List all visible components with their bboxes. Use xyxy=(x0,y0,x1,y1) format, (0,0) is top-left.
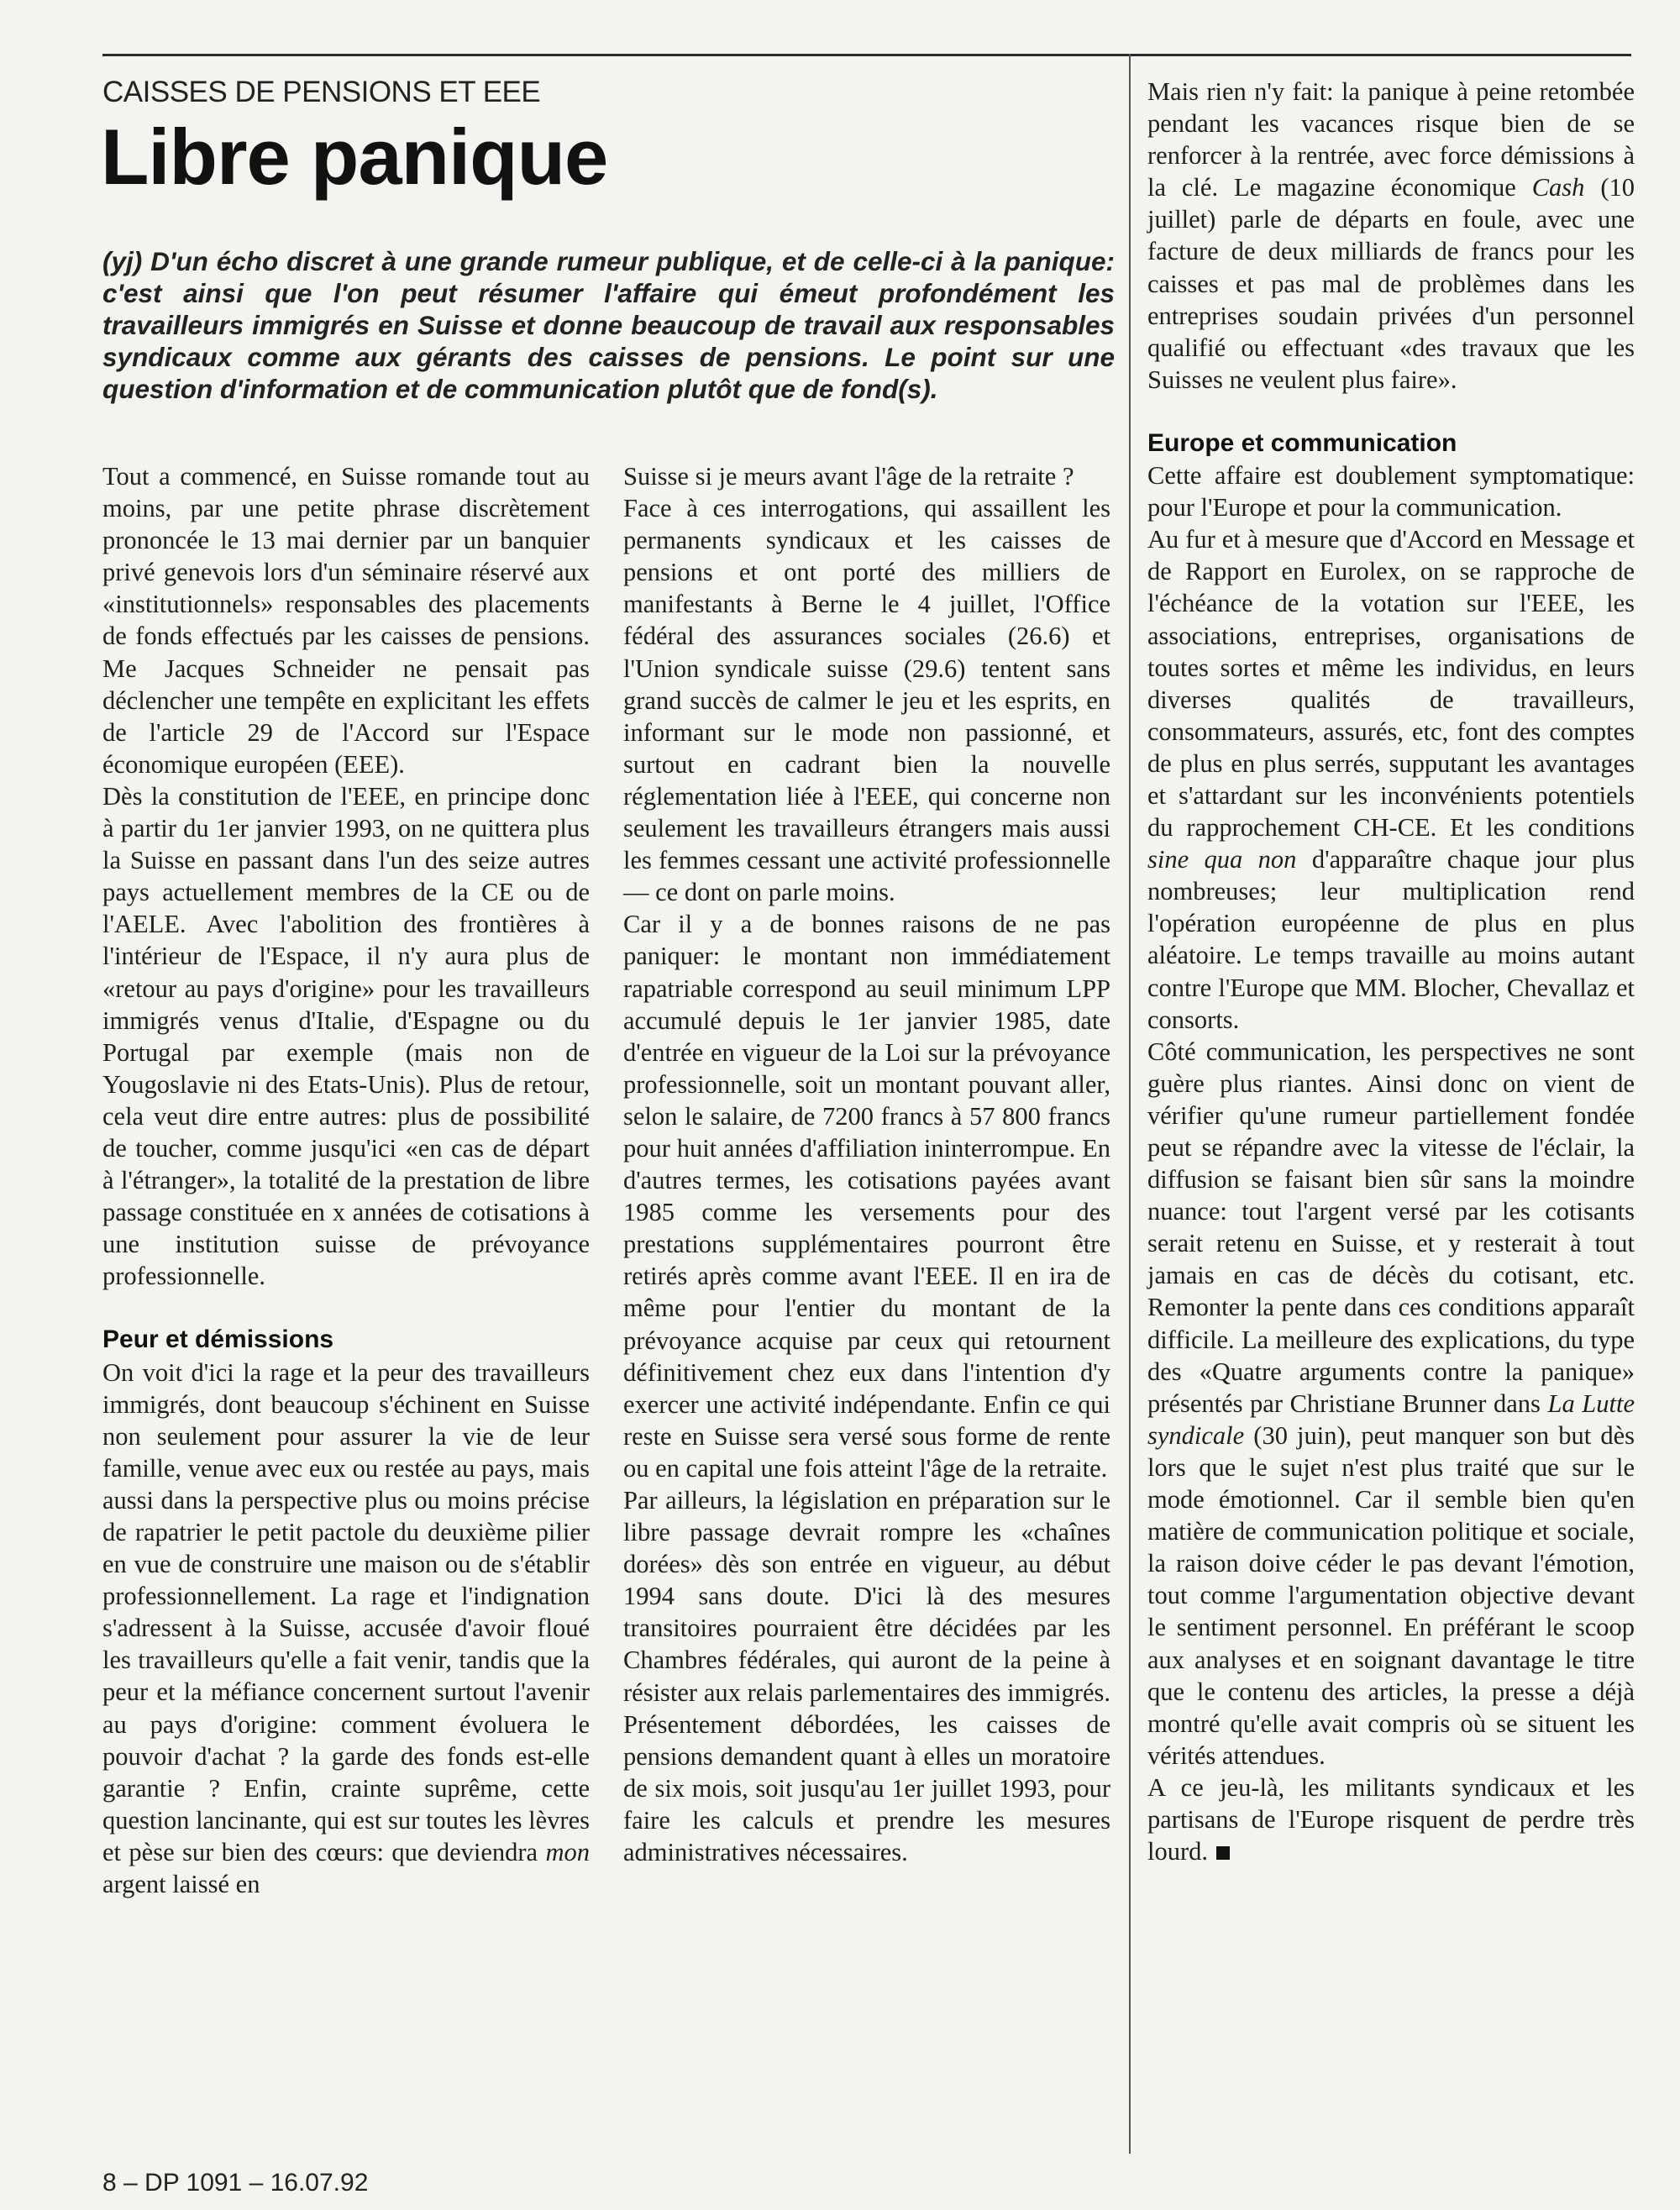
paragraph: Face à ces interrogations, qui assaillent les permanents syndicaux et les caisses de pensions et ont porté des milliers de manifestants à Berne le 4 juillet, l'Office fédéral des assurances sociales (26.6) et l'Union syndicale suisse (29.6) tentent sans grand succès de calmer le jeu et les esprits, en informant sur le mode non passionné, et surtout en cadrant bien la nouvelle réglementation liée à l'EEE, qui concerne non seulement les travailleurs étrangers mais aussi les femmes cessant une activité professionnelle — ce dont on parle moins. xyxy=(623,494,1110,907)
subheading-peur-et-demissions: Peur et démissions xyxy=(102,1325,334,1354)
emphasis: sine qua non xyxy=(1147,845,1297,874)
column-3 xyxy=(1147,76,1635,1867)
column-1 xyxy=(102,460,590,1900)
paragraph: Au fur et à mesure que d'Accord en Message et de Rapport en Eurolex, on se rapproche de l'échéance de la votation sur l'EEE, les associations, entreprises, organisations de toutes sortes et même les individus, en leurs diverses qualités de travailleurs, consommateurs, assurés, etc, font des comptes de plus en plus serrés, supputant les avantages et s'attardant sur les inconvénients potentiels du rapprochement CH-CE. Et les conditions sine qua non d'apparaître chaque jour plus nombreuses; leur multiplication rend l'opération européenne de plus en plus aléatoire. Le temps travaille au moins autant contre l'Europe que MM. Blocher, Chevallaz et consorts. xyxy=(1147,525,1635,1034)
paragraph: Mais rien n'y fait: la panique à peine retombée pendant les vacances risque bien de se renforcer à la rentrée, avec force démissions à la clé. Le magazine économique Cash (10 juillet) parle de départs en foule, avec une facture de deux milliards de francs pour les caisses et pas mal de problèmes dans les entreprises soudain privées d'un personnel qualifié ou effectuant «des travaux que les Suisses ne veulent plus faire». xyxy=(1147,77,1635,394)
paragraph: On voit d'ici la rage et la peur des travailleurs immigrés, dont beaucoup s'échinent en Suisse non seulement pour assurer la vie de leur famille, venue avec eux ou restée au pays, mais aussi dans la perspective plus ou moins précise de rapatrier le petit pactole du deuxième pilier en vue de construire une maison ou de s'établir professionnellement. La rage et l'indignation s'adressent à la Suisse, accusée d'avoir floué les travailleurs qu'elle a fait venir, tandis que la peur et la méfiance concernent surtout l'avenir au pays d'origine: comment évoluera le pouvoir d'achat ? la garde des fonds est-elle garantie ? Enfin, crainte suprême, cette question lancinante, qui est sur toutes les lèvres et pèse sur bien des cœurs: que deviendra mon argent laissé en xyxy=(102,1357,590,1899)
emphasis: La Lutte syndicale xyxy=(1147,1388,1635,1450)
paragraph: Tout a commencé, en Suisse romande tout au moins, par une petite phrase discrètement prononcée le 13 mai dernier par un banquier privé genevois lors d'un séminaire réservé aux «institutionnels» responsables des placements de fonds effectués par les caisses de pensions. Me Jacques Schneider ne pensait pas déclencher une tempête en explicitant les effets de l'article 29 de l'Accord sur l'Espace économique européen (EEE). xyxy=(102,462,590,779)
end-of-article-mark xyxy=(1216,1846,1230,1860)
subheading-europe-et-communication: Europe et communication xyxy=(1147,428,1457,457)
paragraph: Suisse si je meurs avant l'âge de la retraite ? xyxy=(623,462,1074,491)
column-separator xyxy=(1129,54,1131,2154)
article-lead: (yj) D'un écho discret à une grande rumeur publique, et de celle-ci à la panique: c'est ainsi que l'on peut résumer l'affaire qui émeut profondément les travailleurs immigrés en Suisse et donne beaucoup de travail aux responsables syndicaux comme aux gérants des caisses de pensions. Le point sur une question d'information et de communication plutôt que de fond(s). xyxy=(102,246,1115,404)
column-2 xyxy=(623,460,1110,1868)
top-rule xyxy=(102,54,1631,56)
paragraph: Cette affaire est doublement symptomatique: pour l'Europe et pour la communication. xyxy=(1147,461,1635,522)
section-kicker: CAISSES DE PENSIONS ET EEE xyxy=(102,76,541,108)
page-folio: 8 – DP 1091 – 16.07.92 xyxy=(102,2169,369,2197)
emphasis: mon xyxy=(545,1837,590,1866)
paragraph: Par ailleurs, la législation en préparation sur le libre passage devrait rompre les «chaînes dorées» dès son entrée en vigueur, au début 1994 sans doute. D'ici là des mesures transitoires pourraient être décidées par les Chambres fédérales, qui auront de la peine à résister aux relais parlementaires des immigrés. Présentement débordées, les caisses de pensions demandent quant à elles un moratoire de six mois, soit jusqu'au 1er juillet 1993, pour faire les calculs et prendre les mesures administratives nécessaires. xyxy=(623,1486,1110,1867)
paragraph: Car il y a de bonnes raisons de ne pas paniquer: le montant non immédiatement rapatriable correspond au seuil minimum LPP accumulé depuis le 1er janvier 1985, date d'entrée en vigueur de la Loi sur la prévoyance professionnelle, soit un montant pouvant aller, selon le salaire, de 7200 francs à 57 800 francs pour huit années d'affiliation ininterrompue. En d'autres termes, les cotisations payées avant 1985 comme les versements pour des prestations supplémentaires pourront être retirés après comme avant l'EEE. Il en ira de même pour l'entier du montant de la prévoyance acquise par ceux qui retournent définitivement chez eux dans l'intention d'y exercer une activité indépendante. Enfin ce qui reste en Suisse sera versé sous forme de rente ou en capital une fois atteint l'âge de la retraite. xyxy=(623,910,1110,1483)
paragraph: Dès la constitution de l'EEE, en principe donc à partir du 1er janvier 1993, on ne quittera plus la Suisse en passant dans l'un des seize autres pays actuellement membres de la CE ou de l'AELE. Avec l'abolition des frontières à l'intérieur de l'Espace, il n'y aura plus de «retour au pays d'origine» pour les travailleurs immigrés venus d'Italie, d'Espagne ou du Portugal par exemple (mais non de Yougoslavie ni des Etats-Unis). Plus de retour, cela veut dire entre autres: plus de possibilité de toucher, comme jusqu'ici «en cas de départ à l'étranger», la totalité de la prestation de libre passage constituée en x années de cotisations à une institution suisse de prévoyance professionnelle. xyxy=(102,781,590,1291)
emphasis: Cash xyxy=(1531,173,1585,202)
article-title: Libre panique xyxy=(101,113,608,201)
paragraph: A ce jeu-là, les militants syndicaux et les partisans de l'Europe risquent de perdre très lourd. xyxy=(1147,1772,1635,1866)
paragraph: Côté communication, les perspectives ne sont guère plus riantes. Ainsi donc on vient de vérifier qu'une rumeur partiellement fondée peut se répandre avec la vitesse de l'éclair, la diffusion se faisant bien sûr sans la moindre nuance: tout l'argent versé par les cotisants serait retenu en Suisse, et y resterait à tout jamais en cas de décès du cotisant, etc. Remonter la pente dans ces conditions apparaît difficile. La meilleure des explications, du type des «Quatre arguments contre la panique» présentés par Christiane Brunner dans La Lutte syndicale (30 juin), peut manquer son but dès lors que le sujet n'est plus traité que sur le mode émotionnel. Car il semble bien qu'en matière de communication politique et sociale, la raison doive céder le pas devant l'émotion, tout comme l'argumentation objective devant le sentiment personnel. En préférant le scoop aux analyses et en soignant davantage le titre que le contenu des articles, la presse a déjà montré qu'elle avait compris où se situent les vérités attendues. xyxy=(1147,1037,1635,1770)
